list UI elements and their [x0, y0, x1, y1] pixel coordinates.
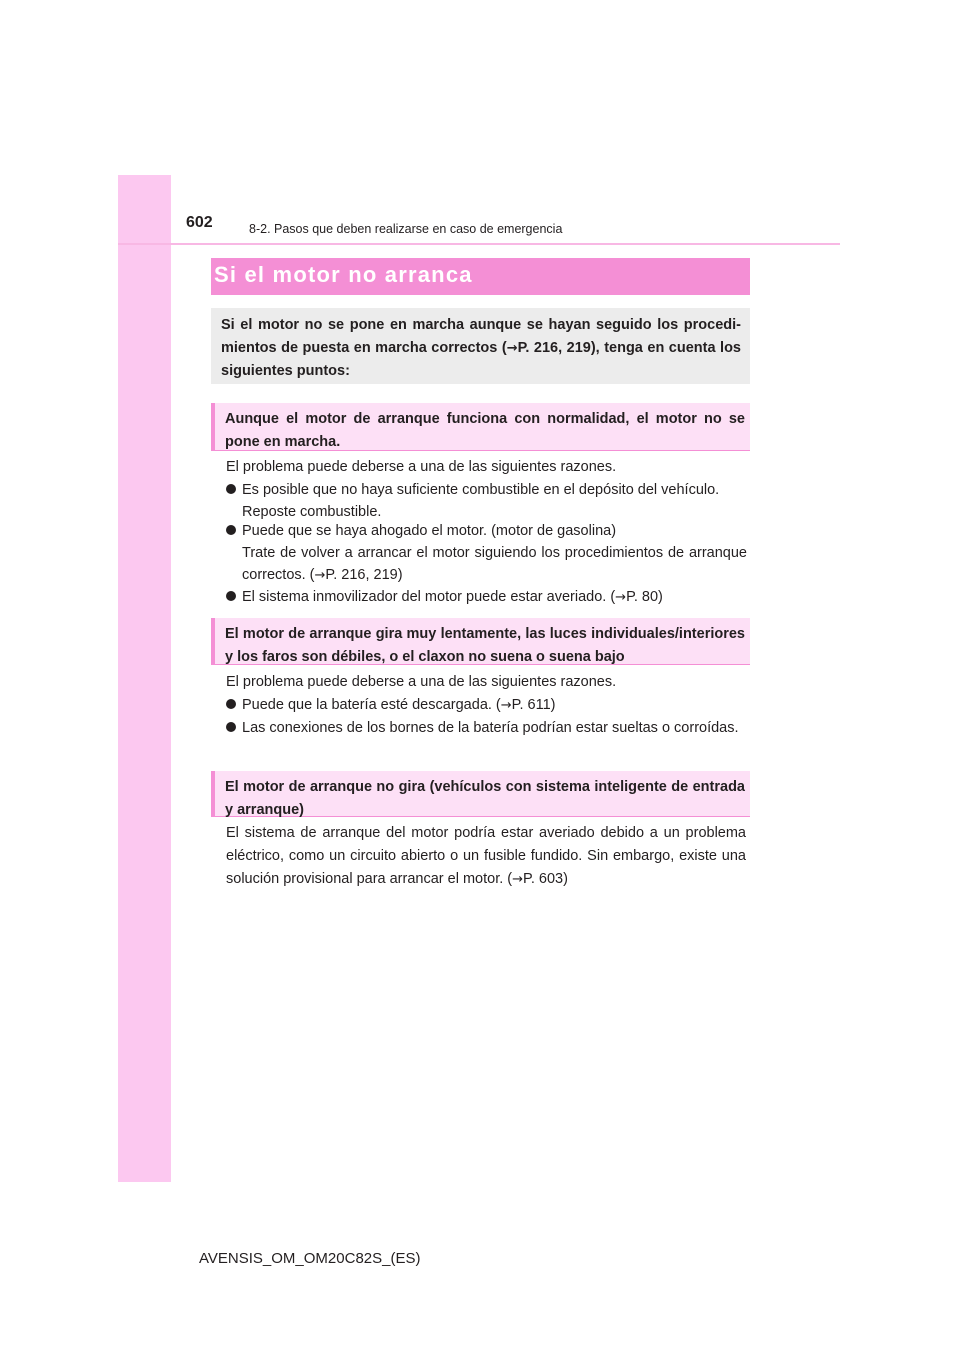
- arrow-right-icon: →: [506, 341, 518, 356]
- list-item-line: Reposte combustible.: [242, 504, 382, 520]
- list-item-line: Es posible que no haya suficiente combustible en el depósito del vehículo.: [242, 482, 720, 498]
- list-item-line: [242, 542, 747, 587]
- condition-body-end: P. 603): [523, 871, 568, 887]
- arrow-right-icon: →: [512, 872, 524, 887]
- document-code: AVENSIS_OM_OM20C82S_(ES): [199, 1250, 421, 1267]
- header-rule: [118, 243, 840, 245]
- list-item-text-end: P. 80): [626, 589, 663, 605]
- condition-heading-box: [211, 618, 750, 665]
- section-header: 8-2. Pasos que deben realizarse en caso de emergencia: [249, 222, 563, 236]
- list-item-text-end: P. 216, 219): [325, 567, 403, 583]
- list-item-text: [242, 520, 747, 587]
- arrow-right-icon: →: [615, 590, 627, 605]
- chapter-side-band: [118, 175, 171, 1182]
- intro-text-end: P. 216, 219), tenga en cuenta los siguientes puntos:: [221, 340, 741, 379]
- bullet-icon: [226, 699, 236, 709]
- intro-text-start: Si el motor no se pone en marcha aunque se hayan seguido los procedimientos de puesta en marcha correctos (: [221, 317, 741, 356]
- list-item-text-end: P. 611): [511, 697, 556, 713]
- list-item-text: [242, 694, 747, 717]
- list-item-line: Puede que se haya ahogado el motor. (motor de gasolina): [242, 523, 617, 539]
- condition-heading: Aunque el motor de arranque funciona con normalidad, el motor no se pone en marcha.: [225, 411, 745, 450]
- condition-lead: El problema puede deberse a una de las siguientes razones.: [226, 674, 617, 690]
- condition-heading-box: [211, 771, 750, 817]
- condition-body: [226, 822, 746, 891]
- condition-heading: El motor de arranque gira muy lentamente, las luces individuales/interiores y los faros son débiles, o el claxon no suena o suena bajo: [225, 626, 745, 665]
- list-item-text: [242, 479, 747, 523]
- page-title: Si el motor no arranca: [214, 262, 473, 287]
- bullet-icon: [226, 525, 236, 535]
- bullet-icon: [226, 591, 236, 601]
- list-item-text-start: Trate de volver a arrancar el motor siguiendo los procedimientos de arranque correctos. (: [242, 545, 747, 583]
- bullet-icon: [226, 722, 236, 732]
- condition-body-start: El sistema de arranque del motor podría estar averiado debido a un problema eléctrico, como un circuito abierto o un fusible fundido. Sin embargo, existe una solución provisional para arrancar el motor. (: [226, 825, 746, 887]
- list-item-text-start: El sistema inmovilizador del motor puede estar averiado. (: [242, 589, 616, 605]
- list-item-text: Las conexiones de los bornes de la batería podrían estar sueltas o corroídas.: [242, 720, 739, 736]
- list-item-text-start: Puede que la batería esté descargada. (: [242, 697, 501, 713]
- condition-heading: El motor de arranque no gira (vehículos con sistema inteligente de entrada y arranque): [225, 779, 745, 818]
- arrow-right-icon: →: [500, 698, 512, 713]
- condition-lead: El problema puede deberse a una de las siguientes razones.: [226, 459, 617, 475]
- list-item-text: [242, 586, 747, 609]
- bullet-icon: [226, 484, 236, 494]
- intro-text: [221, 314, 741, 383]
- arrow-right-icon: →: [314, 568, 326, 583]
- condition-heading-box: [211, 403, 750, 451]
- page-number: 602: [186, 214, 213, 231]
